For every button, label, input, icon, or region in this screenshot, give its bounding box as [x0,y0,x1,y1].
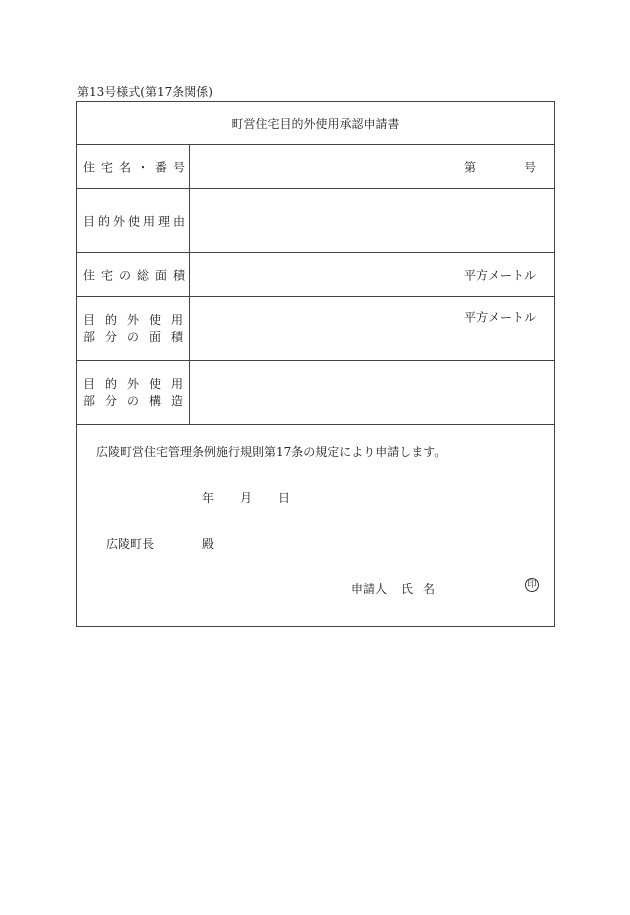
addressee-mayor: 広陵町長 [106,537,155,551]
field-part-structure[interactable] [190,361,554,424]
unit-part-area: 平方メートル [463,310,536,325]
row-part-area [77,297,554,361]
unit-total-area: 平方メートル [463,268,536,282]
row-reason [77,189,554,253]
shi-label: 氏 [401,582,414,596]
label-name-number: 住宅名・番号 [83,160,192,174]
seal-icon: 印 [525,578,539,592]
statement-text: 広陵町営住宅管理条例施行規則第17条の規定により申請します。 [96,445,447,459]
month-label: 月 [240,491,253,505]
row-part-structure [77,361,554,425]
mei-label: 名 [423,582,436,596]
form-number: 第13号様式(第17条関係) [77,85,213,99]
application-form [76,101,555,627]
label-reason: 目的外使用理由 [83,214,189,228]
label-total-area: 住宅の総面積 [83,268,192,282]
applicant-line[interactable] [351,580,435,597]
declaration-section [77,425,554,626]
field-name-number[interactable] [190,145,554,188]
applicant-label: 申請人 [351,582,388,596]
year-label: 年 [202,491,215,505]
label-part-structure: 目 的 外 使 用 部 分 の 構 造 [83,376,183,408]
form-title: 町営住宅目的外使用承認申請書 [77,102,554,145]
honorific-tono: 殿 [202,537,215,551]
field-reason[interactable] [190,189,554,252]
row-name-number [77,145,554,189]
label-part-area: 目 的 外 使 用 部 分 の 面 積 [83,312,183,344]
dai-text: 第 [464,160,477,174]
day-label: 日 [278,491,291,505]
go-text: 号 [523,160,536,174]
field-part-area[interactable] [190,297,554,360]
date-line[interactable] [202,489,290,506]
row-total-area [77,253,554,297]
field-total-area[interactable] [190,253,554,296]
